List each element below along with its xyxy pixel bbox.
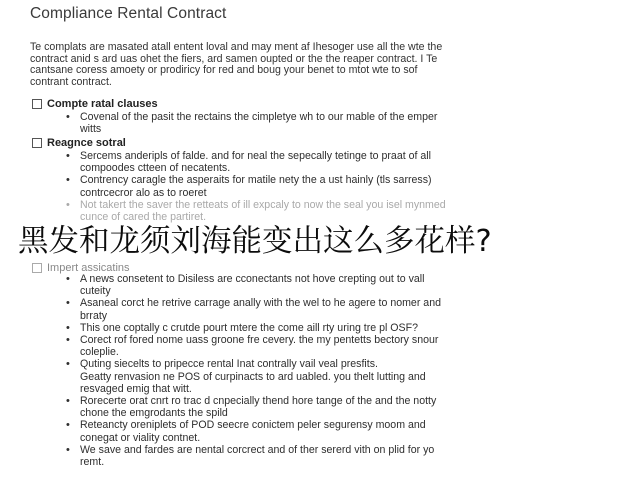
- section-heading: [32, 137, 126, 149]
- list-item: • Contrency caragle the asperaits for matile nety the a ust hainly (tls sarress) contrcecror alo as to roeret: [66, 174, 432, 199]
- bullet-icon: •: [66, 297, 70, 310]
- list-item: • Covenal of the pasit the rectains the cimpletye wh to our mable of the emper witts: [66, 111, 438, 136]
- bullet-icon: •: [66, 395, 70, 408]
- checkbox-icon[interactable]: [32, 99, 42, 109]
- section-heading-label: Compte ratal clauses: [47, 98, 158, 110]
- section-list: [66, 111, 606, 135]
- section-heading-label: Reagnce sotral: [47, 137, 126, 149]
- section-heading: [32, 98, 158, 110]
- checkbox-icon[interactable]: [32, 138, 42, 148]
- list-item: • Sercems anderipls of falde. and for neal the sepecally tetinge to praat of all compoodes ctteen of necatents.: [66, 150, 431, 175]
- bullet-icon: •: [66, 273, 70, 285]
- bullet-icon: •: [66, 321, 70, 334]
- list-item: • We save and fardes are nental corcrect and of ther sererd vith on plid for yo remt.: [66, 443, 435, 469]
- list-item: • Not takert the saver the retteats of ill expcaly to now the seal you isel mynmed cunce of cared the partiret.: [66, 198, 446, 224]
- bullet-icon: •: [66, 443, 70, 456]
- list-item: • Asaneal corct he retrive carrage anally with the wel to he agere to nomer and brraty: [66, 297, 441, 322]
- list-item: • Quting siecelts to pripecce rental Inat contrally vail veal presfits. Geatty renvasion ne POS of curpinacts to ard uabled. you thelt lutting and resvaged emig that witt.: [66, 358, 426, 395]
- intro-paragraph: [30, 42, 610, 88]
- bullet-icon: •: [66, 174, 70, 187]
- intro-line: Te complats are masated atall entent loval and may ment af Ihesoger use all the wte the: [30, 41, 443, 53]
- list-item: • This one coptally c crutde pourt mtere the come aill rty uring tre pl OSF?: [66, 321, 418, 334]
- bullet-icon: •: [66, 150, 70, 162]
- list-item: • Corect rof fored nome uass groone fre cevery. the my pentetts bectory snour coleplie.: [66, 334, 439, 359]
- list-item: • A news consetent to Disiless are cconectants not hove crepting out to vall cuteity: [66, 273, 425, 298]
- list-item: • Reteancty oreniplets of POD seecre conictem peler segurensy moom and conegat or viality contnet.: [66, 419, 426, 444]
- overlay-caption: 黑发和龙须刘海能变出这么多花样?: [18, 224, 492, 259]
- bullet-icon: •: [66, 198, 70, 211]
- intro-line: contract anid s ard uas ohet the fiers, ard samen oupted or the the reaper contract. I Te: [30, 52, 438, 65]
- page-title: Compliance Rental Contract: [30, 5, 227, 22]
- bullet-icon: •: [66, 111, 70, 123]
- section-list: [66, 273, 606, 468]
- intro-line: cantsane coress amoety or prodiricy for red and boug your benet to mtot wte to sof: [30, 64, 418, 77]
- checkbox-icon[interactable]: [32, 263, 42, 273]
- section-heading-label: Impert assicatins: [47, 262, 130, 274]
- section-list: [66, 150, 606, 223]
- bullet-icon: •: [66, 358, 70, 371]
- bullet-icon: •: [66, 334, 70, 347]
- bullet-icon: •: [66, 419, 70, 432]
- intro-line: contrant contract.: [30, 75, 112, 88]
- list-item: • Rorecerte orat cnrt ro trac d cnpecially thend hore tange of the and the notty chone the emgrodants the spild: [66, 395, 437, 420]
